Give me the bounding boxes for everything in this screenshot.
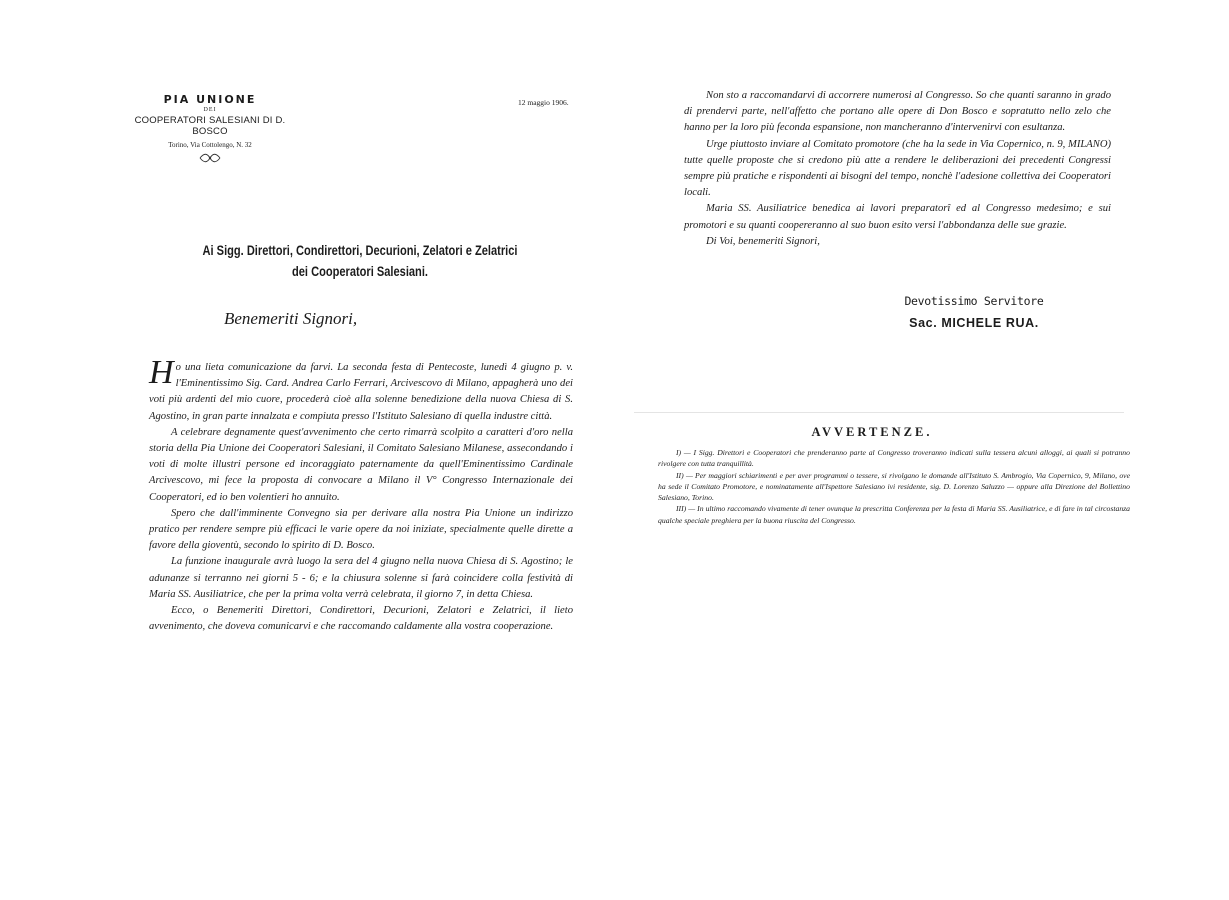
avvertenze-list xyxy=(658,447,1130,526)
paragraph: Maria SS. Ausiliatrice benedica ai lavori preparatorî ed al Congresso medesimo; e sui promotori e su quanti coopereranno al suo buon esito versi l'abbondanza delle sue grazie. xyxy=(684,203,1111,231)
paragraph: Ecco, o Benemeriti Direttori, Condirettori, Decurioni, Zelatori e Zelatrici, il lieto avvenimento, che doveva comunicarvi e che raccomando caldamente alla vostra cooperazione. xyxy=(149,605,573,633)
org-cooperatori: COOPERATORI SALESIANI DI D. BOSCO xyxy=(134,115,286,137)
paragraph: A celebrare degnamente quest'avvenimento che certo rimarrà scolpito a caratteri d'oro nella storia della Pia Unione dei Cooperatori Salesiani, il Comitato Salesiano Milanese, assecondando i voti di molte illustri persone ed incoraggiato paternamente da quell'Eminentissimo Cardinale Arcivescovo, mi fece la proposta di convocare a Milano il V° Congresso Internazionale dei Cooperatori, ed io ben volentieri ho annuito. xyxy=(149,426,573,503)
addressee-line-2: dei Cooperatori Salesiani. xyxy=(292,264,428,279)
signature: Sac. MICHELE RUA. xyxy=(909,316,1039,330)
ornament-icon xyxy=(197,152,223,164)
paragraph: Spero che dall'imminente Convegno sia per derivare alla nostra Pia Unione un indirizzo pratico per rendere sempre più efficaci le varie opere da noi iniziate, specialmente quelle dirette a favore della gioventù, secondo lo spirito di D. Bosco. xyxy=(149,507,573,552)
avvertenza-item: II) — Per maggiori schiarimenti e per aver programmi o tessere, si rivolgano le domande all'Istituto S. Ambrogio, Via Copernico, 9, Milano, ove ha sede il Comitato Promotore, e nominatamente all'Ispettore Salesiano ivi residente, sig. D. Lorenzo Saluzzo — oppure alla Direzione del Bollettino Salesiano, Torino. xyxy=(658,470,1130,503)
avvertenza-item: I) — I Sigg. Direttori e Cooperatori che prenderanno parte al Congresso troveranno indicati sulla tessera alcuni alloggi, ai quali si potranno rivolgere con tutta tranquillità. xyxy=(658,448,1130,469)
paragraph: Urge piuttosto inviare al Comitato promotore (che ha la sede in Via Copernico, n. 9, MILANO) tutte quelle proposte che si credono più atte a rendere le deliberazioni dei precedenti Congressi sempre più pratiche e rispondenti ai bisogni del tempo, nonchè l'adesione collettiva dei Cooperatori locali. xyxy=(684,138,1111,199)
avvertenze-title: AVVERTENZE. xyxy=(811,425,933,439)
avvertenza-item: III) — In ultimo raccomando vivamente di tener ovunque la prescritta Conferenza per la festa di Maria SS. Ausiliatrice, e di fare in tal circostanza qualche speciale preghiera per la buona riuscita del Congresso. xyxy=(658,504,1130,525)
letter-date: 12 maggio 1906. xyxy=(518,98,569,107)
left-page xyxy=(0,0,614,900)
closing-block xyxy=(874,294,1074,330)
closing-phrase: Devotissimo Servitore xyxy=(904,294,1044,308)
paragraph: Di Voi, benemeriti Signori, xyxy=(706,235,820,247)
paragraph: La funzione inaugurale avrà luogo la sera del 4 giugno nella nuova Chiesa di S. Agostino; le adunanze si terranno nei giorni 5 - 6; e la chiusura solenne si farà coincidere colla festività di Maria SS. Ausiliatrice, che per la prima volta verrà celebrata, il giorno 7, in detta Chiesa. xyxy=(149,556,573,600)
org-address: Torino, Via Cottolengo, N. 32 xyxy=(168,141,252,149)
addressee-line-1: Ai Sigg. Direttori, Condirettori, Decurioni, Zelatori e Zelatrici xyxy=(202,243,518,258)
drop-cap: H xyxy=(149,354,174,391)
org-name: PIA UNIONE xyxy=(163,93,257,106)
paragraph xyxy=(149,354,573,425)
paragraph-text: o una lieta comunicazione da farvi. La seconda festa di Pentecoste, lunedì 4 giugno p. v. l'Eminentissimo Sig. Card. Andrea Carlo Ferrari, Arcivescovo di Milano, appagherà uno dei voti più ardenti del mio cuore, procederà cioè alla solenne benedizione della nuova Chiesa di S. Agostino, in gran parte innalzata e compiuta presso l'Istituto Salesiano di quella industre città. xyxy=(149,362,573,422)
letter-body xyxy=(149,354,573,635)
right-page xyxy=(614,0,1229,900)
letter-body-continued xyxy=(684,88,1111,250)
org-dei: DEI xyxy=(203,107,217,113)
salutation: Benemeriti Signori, xyxy=(224,309,358,328)
paragraph: Non sto a raccomandarvi di accorrere numerosi al Congresso. So che quanti saranno in grado di prendervi parte, nell'affetto che portano alle opere di Don Bosco e sopratutto nello zelo che hanno per la loro più feconda espansione, non mancheranno d'intervenirvi con esultanza. xyxy=(684,90,1111,134)
addressee-heading xyxy=(188,240,532,282)
page-divider xyxy=(634,412,1124,413)
letterhead xyxy=(118,93,302,164)
